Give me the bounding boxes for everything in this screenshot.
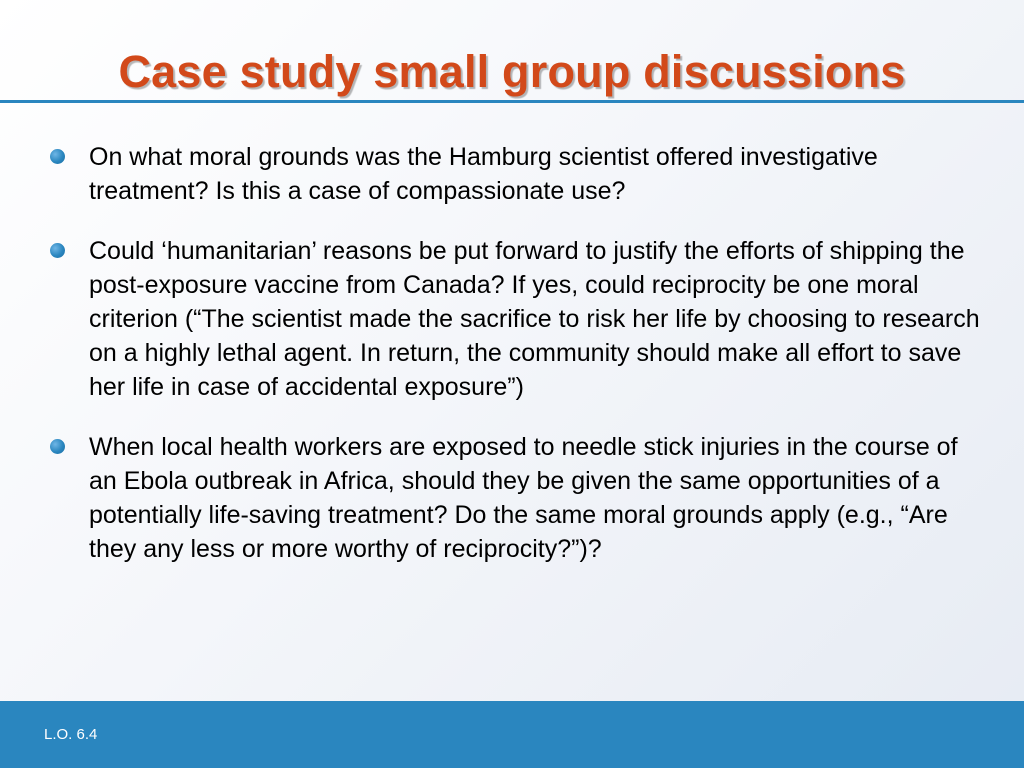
bullet-dot-icon bbox=[50, 149, 65, 164]
bullet-dot-icon bbox=[50, 243, 65, 258]
bullet-item bbox=[0, 430, 1024, 566]
learning-objective-label: L.O. 6.4 bbox=[44, 726, 98, 743]
bullet-text: On what moral grounds was the Hamburg scientist offered investigative treatment? Is this a case of compassionate use? bbox=[89, 143, 878, 205]
bullet-text: Could ‘humanitarian’ reasons be put forward to justify the efforts of shipping the post-exposure vaccine from Canada? If yes, could reciprocity be one moral criterion (“The scientist made the sacrifice to risk her life by choosing to research on a highly lethal agent. In return, the community should make all effort to save her life in case of accidental exposure”) bbox=[89, 237, 980, 401]
bullet-item bbox=[0, 234, 1024, 404]
title-underline bbox=[0, 100, 1024, 103]
bullet-list bbox=[0, 140, 1024, 592]
bullet-item bbox=[0, 140, 1024, 208]
bullet-dot-icon bbox=[50, 439, 65, 454]
slide-title: Case study small group discussions bbox=[118, 46, 906, 97]
bullet-text: When local health workers are exposed to needle stick injuries in the course of an Ebola outbreak in Africa, should they be given the same opportunities of a potentially life-saving treatment? Do the same moral grounds apply (e.g., “Are they any less or more worthy of reciprocity?”)? bbox=[89, 433, 958, 563]
footer-bar bbox=[0, 701, 1024, 768]
